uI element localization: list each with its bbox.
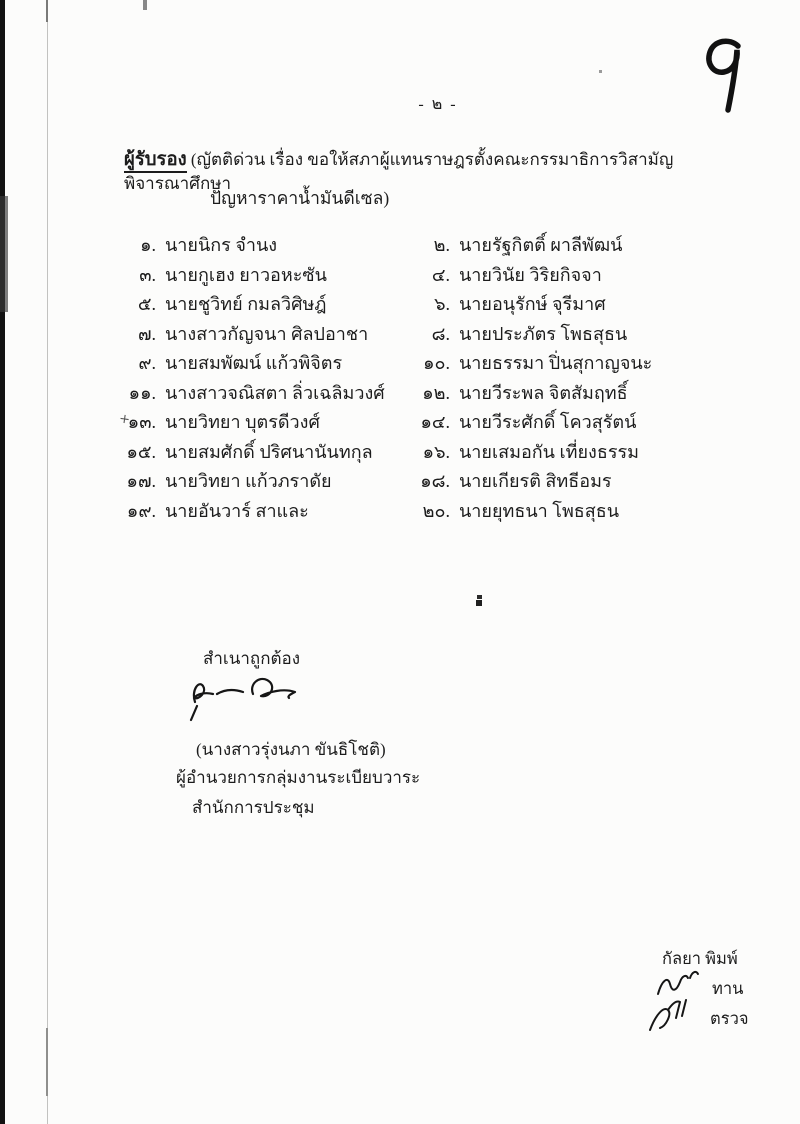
member-number: ๖. (434, 294, 450, 315)
list-item (118, 348, 418, 378)
member-name: นายวิทยา บุตรดีวงศ์ (165, 412, 320, 433)
member-number: ๑๘. (420, 471, 450, 492)
heading-line1: (ญัตติด่วน เรื่อง ขอให้สภาผู้แทนราษฎรตั้งคณะกรรมาธิการวิสามัญพิจารณาศึกษา (124, 150, 674, 193)
member-name: นายเกียรติ สิทธีอมร (459, 471, 612, 492)
list-item (118, 319, 418, 349)
certifier-signature (183, 672, 303, 724)
list-item (118, 289, 418, 319)
list-item (118, 260, 418, 290)
member-name: นายรัฐกิตติ์ ผาลีพัฒน์ (459, 235, 623, 256)
list-item (412, 319, 732, 349)
member-list-right-column (412, 230, 732, 525)
member-name: นางสาวจณิสตา ลิ่วเฉลิมวงศ์ (165, 382, 385, 403)
heading-bold-label: ผู้รับรอง (124, 150, 187, 173)
member-number: ๒. (433, 235, 450, 256)
typist-line: กัลยา พิมพ์ (662, 949, 738, 968)
member-name: นายสมศักดิ์ ปริศนานันทกุล (165, 441, 373, 462)
member-number: ๒๐. (422, 500, 450, 521)
member-name: นายวีระศักดิ์ โควสุรัตน์ (459, 412, 637, 433)
member-number: ๑๓. (127, 412, 156, 433)
ink-speck (599, 70, 602, 73)
member-number: ๑๖. (422, 441, 450, 462)
list-item (412, 466, 732, 496)
member-number: ๑๙. (126, 500, 156, 521)
handwritten-page-number (700, 36, 756, 114)
page-number: - ๒ - (418, 96, 458, 113)
member-name: นายยุทธนา โพธสุธน (459, 500, 620, 521)
certified-copy-text: สำเนาถูกต้อง (203, 649, 301, 668)
member-name: นายนิกร จำนง (165, 235, 278, 256)
member-name: นางสาวกัญจนา ศิลปอาชา (165, 323, 369, 344)
scan-fold-line (47, 0, 48, 1124)
list-item (412, 407, 732, 437)
member-number: ๓. (139, 264, 156, 285)
checker-signature (646, 996, 698, 1034)
list-item (118, 378, 418, 408)
member-number: ๑๔. (420, 412, 450, 433)
member-number: ๑๒. (422, 382, 450, 403)
list-item (118, 437, 418, 467)
proofread-label: ทาน (712, 979, 744, 998)
member-number: ๘. (431, 323, 450, 344)
member-name: นายชูวิทย์ กมลวิศิษฎ์ (165, 294, 327, 315)
member-number: ๗. (137, 323, 156, 344)
list-item (412, 437, 732, 467)
list-item (118, 466, 418, 496)
ink-speck (476, 600, 482, 606)
scan-top-tick (143, 0, 147, 10)
list-item (412, 348, 732, 378)
member-name: นายธรรมา ปิ่นสุกาญจนะ (459, 353, 653, 374)
member-number: ๑๐. (423, 353, 450, 374)
member-name: นายอนุรักษ์ จุรีมาศ (459, 294, 606, 315)
scan-edge-strip (0, 0, 5, 1124)
member-number: ๑๗. (126, 471, 156, 492)
certifier-office: สำนักการประชุม (192, 798, 315, 817)
scan-edge-smudge (0, 196, 8, 312)
list-item (118, 230, 418, 260)
member-number: ๑๑. (128, 382, 156, 403)
member-number: ๑. (140, 235, 156, 256)
proofreader-signature (652, 966, 704, 1000)
certifier-name: (นางสาวรุ่งนภา ขันธิโชติ) (196, 740, 386, 759)
member-number: ๑๕. (126, 441, 156, 462)
ink-speck (477, 595, 482, 599)
member-name: นายเสมอกัน เที่ยงธรรม (459, 441, 640, 462)
list-item (412, 378, 732, 408)
list-item (412, 230, 732, 260)
member-number: ๕. (137, 294, 156, 315)
member-name: นายกูเฮง ยาวอหะซัน (165, 264, 327, 285)
list-item (412, 260, 732, 290)
check-label: ตรวจ (710, 1009, 749, 1028)
member-name: นายประภัตร โพธสุธน (459, 323, 628, 344)
handwritten-plus-mark: + (118, 411, 131, 428)
list-item (118, 496, 418, 526)
list-item (412, 496, 732, 526)
member-number: ๔. (431, 264, 450, 285)
list-item (412, 289, 732, 319)
scan-fold-line-bottom (46, 1028, 48, 1096)
heading-line2: ปัญหาราคาน้ำมันดีเซล) (210, 188, 390, 208)
scan-fold-line-top (46, 0, 48, 22)
member-list-left-column (118, 230, 418, 525)
member-name: นายวีระพล จิตสัมฤทธิ์ (459, 382, 628, 403)
member-name: นายวิทยา แก้วภราดัย (165, 471, 332, 492)
member-name: นายสมพัฒน์ แก้วพิจิตร (165, 353, 343, 374)
member-number: ๙. (138, 353, 156, 374)
member-name: นายวินัย วิริยกิจจา (459, 264, 602, 285)
member-name: นายอันวาร์ สาและ (165, 500, 309, 521)
list-item (118, 407, 418, 437)
certifier-title: ผู้อำนวยการกลุ่มงานระเบียบวาระ (176, 768, 421, 787)
